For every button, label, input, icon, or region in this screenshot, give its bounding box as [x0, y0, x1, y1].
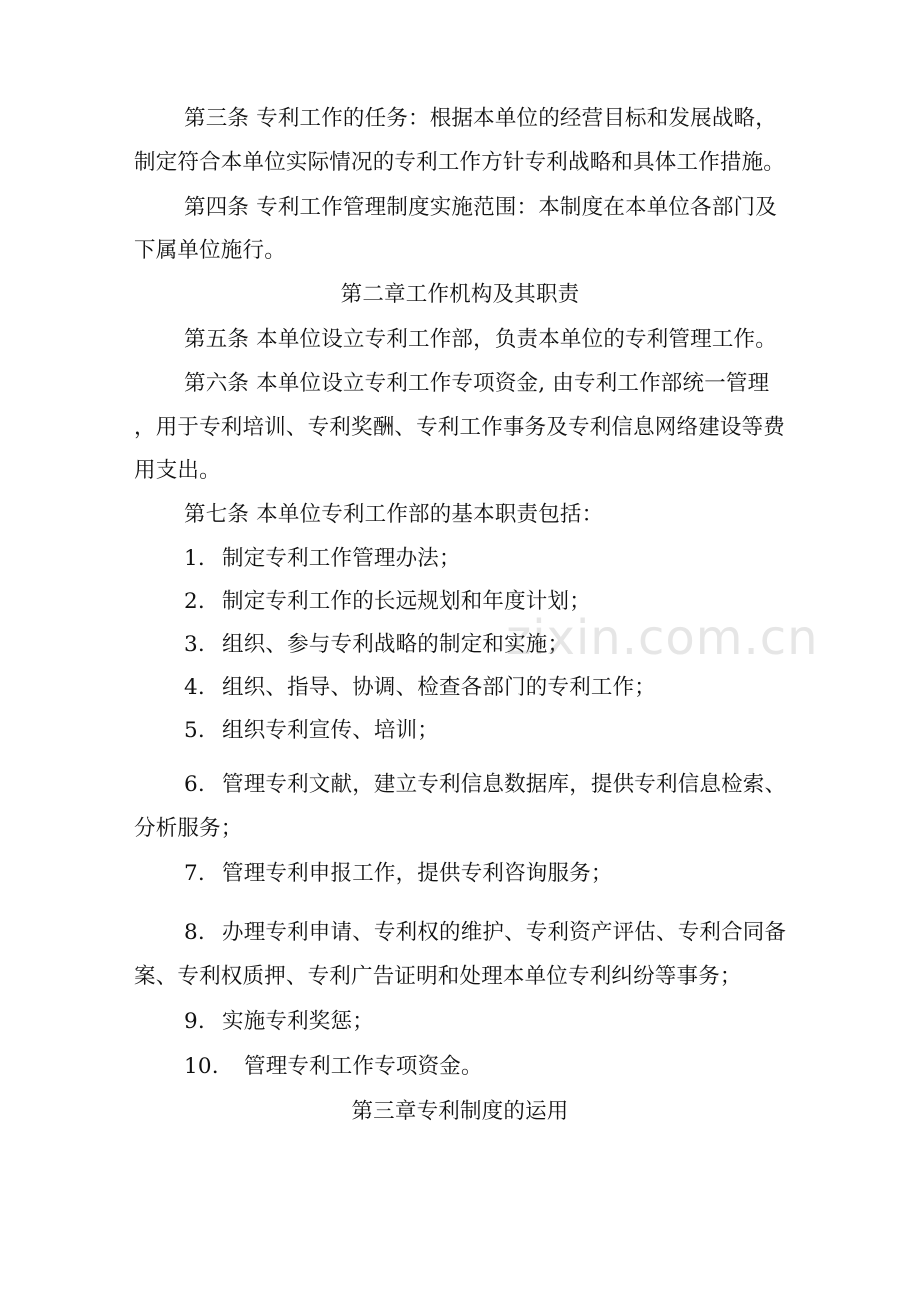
watermark: zixin.com.cn [506, 610, 819, 666]
duty-text: 制定专利工作的长远规划和年度计划； [222, 589, 591, 614]
chapter-3-heading: 第三章专利制度的运用 [351, 1099, 569, 1124]
duty-item-1 [184, 544, 461, 574]
duty-text: 组织、参与专利战略的制定和实施； [222, 632, 570, 657]
duty-item-4 [184, 673, 656, 703]
duty-text: 组织专利宣传、培训； [222, 718, 440, 743]
article-6-line-1: 第六条 本单位设立专利工作专项资金, 由专利工作部统一管理 [184, 371, 770, 396]
duty-number: 10. [184, 1054, 219, 1079]
article-7: 第七条 本单位专利工作部的基本职责包括： [184, 502, 604, 527]
duty-item-7 [184, 859, 613, 889]
duty-text: 制定专利工作管理办法； [222, 546, 461, 571]
article-4-line-1: 第四条 专利工作管理制度实施范围：本制度在本单位各部门及 [184, 195, 777, 220]
article-3-line-1: 第三条 专利工作的任务：根据本单位的经营目标和发展战略， [184, 106, 777, 131]
duty-number: 9. [184, 1009, 205, 1034]
duty-item-10 [184, 1052, 483, 1082]
duty-item-6-continued: 分析服务； [134, 816, 243, 841]
duty-item-8 [184, 918, 786, 948]
duty-text: 办理专利申请、专利权的维护、专利资产评估、专利合同备 [222, 920, 787, 945]
duty-number: 4. [184, 675, 205, 700]
duty-number: 6. [184, 772, 205, 797]
duty-number: 5. [184, 718, 205, 743]
duty-text: 管理专利工作专项资金。 [244, 1054, 483, 1079]
article-6-line-3: 用支出。 [134, 458, 221, 483]
duty-text: 实施专利奖惩； [222, 1009, 374, 1034]
duty-text: 管理专利申报工作，提供专利咨询服务； [222, 861, 613, 886]
article-6-line-2: ，用于专利培训、专利奖酬、专利工作事务及专利信息网络建设等费 [134, 415, 786, 440]
duty-item-8-continued: 案、专利权质押、专利广告证明和处理本单位专利纠纷等事务； [134, 964, 742, 989]
duty-text: 管理专利文献，建立专利信息数据库，提供专利信息检索、 [222, 772, 787, 797]
duty-text: 组织、指导、协调、检查各部门的专利工作； [222, 675, 657, 700]
duty-item-2 [184, 587, 591, 617]
duty-item-3 [184, 630, 569, 660]
duty-number: 7. [184, 861, 205, 886]
article-3-line-2: 制定符合本单位实际情况的专利工作方针专利战略和具体工作措施。 [134, 150, 786, 175]
article-4-line-2: 下属单位施行。 [134, 238, 286, 263]
duty-item-9 [184, 1007, 374, 1037]
duty-item-6 [184, 770, 786, 800]
duty-number: 2. [184, 589, 205, 614]
chapter-2-heading: 第二章工作机构及其职责 [340, 282, 580, 307]
duty-item-5 [184, 716, 439, 746]
duty-number: 3. [184, 632, 205, 657]
duty-number: 8. [184, 920, 205, 945]
article-5: 第五条 本单位设立专利工作部，负责本单位的专利管理工作。 [184, 327, 777, 352]
duty-number: 1. [184, 546, 205, 571]
